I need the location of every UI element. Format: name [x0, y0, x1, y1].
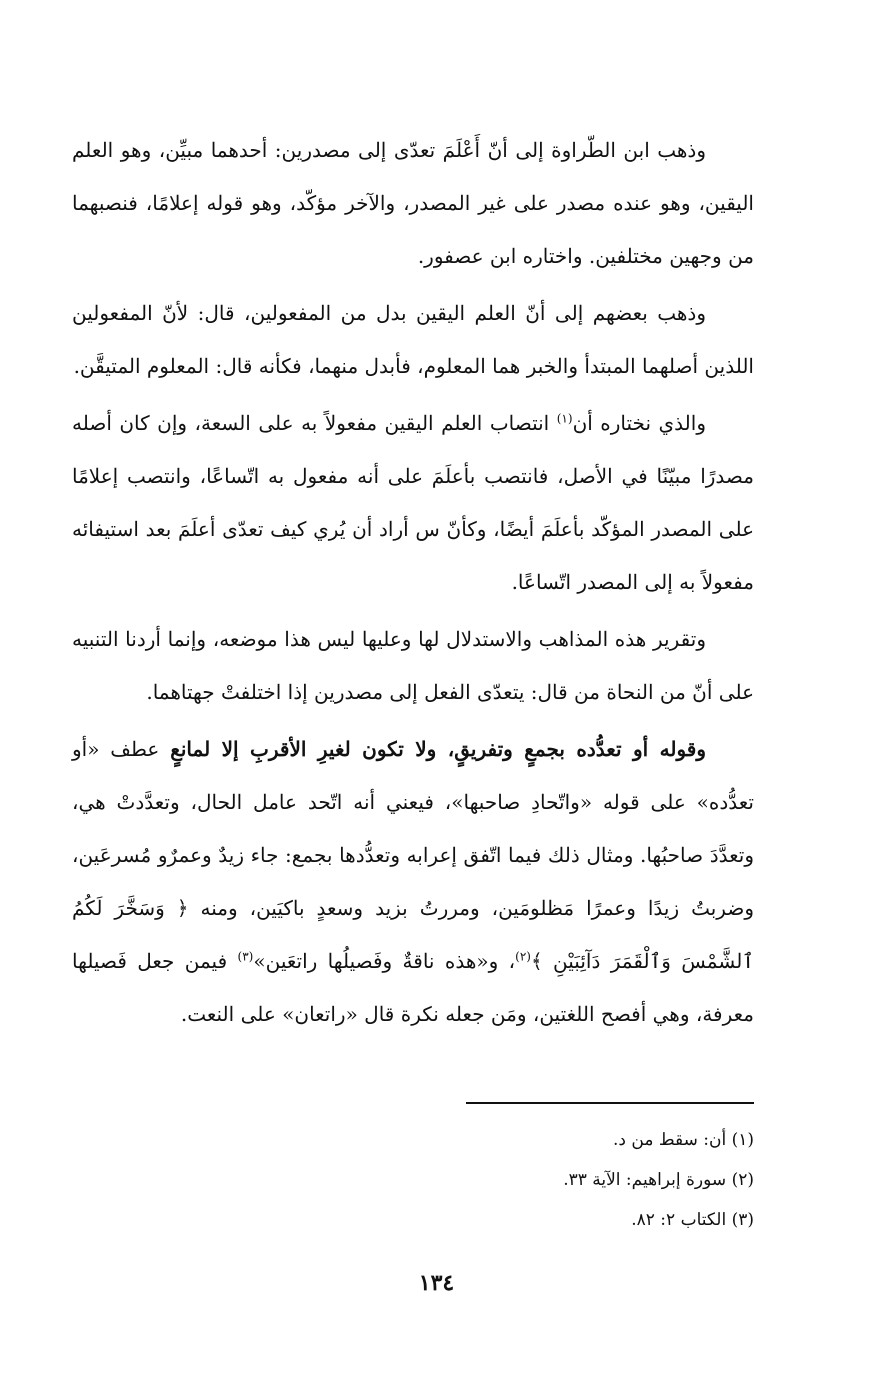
page-number: ١٣٤: [418, 1270, 455, 1296]
paragraph-3-text-after: انتصاب العلم اليقين مفعولاً به على السعة، وإن كان أصله مصدرًا مبيّنًا في الأصل، فانتصب بأعلَمَ على أنه مفعول به اتّساعًا، وانتصب إعلامًا على المصدر المؤكّد بأعلَمَ أيضًا، وكأنّ س أراد أن يُري كيف تعدّى أعلَمَ بعد استيفائه مفعولاً به إلى المصدر اتّساعًا.: [72, 411, 754, 594]
footnote-ref-2: (٢): [515, 949, 531, 964]
footnote-divider: [466, 1102, 754, 1104]
paragraph-1: وذهب ابن الطّراوة إلى أنّ أَعْلَمَ تعدّى إلى مصدرين: أحدهما مبيِّن، وهو العلم اليقين، وهو عنده مصدر على غير المصدر، والآخر مؤكّد، وهو قوله إعلامًا، فنصبهما من وجهين مختلفين. واختاره ابن عصفور.: [72, 138, 754, 268]
footnote-2: (٢) سورة إبراهيم: الآية ٣٣.: [563, 1170, 754, 1190]
footnotes: [400, 1120, 754, 1240]
paragraph-4: وتقرير هذه المذاهب والاستدلال لها وعليها ليس هذا موضعه، وإنما أردنا التنبيه على أنّ من النحاة من قال: يتعدّى الفعل إلى مصدرين إذا اختلفتْ جهتاهما.: [72, 627, 754, 704]
paragraph-5-text-part3: فيمن جعل فَصيلها معرفة، وهي أفصح اللغتين، ومَن جعله نكرة قال «راتعان» على النعت.: [72, 949, 754, 1026]
paragraph-5-text-part2: ، و«هذه ناقةٌ وفَصيلُها راتعَين»: [253, 949, 516, 973]
paragraph-5-text-part1: عطف «أو تعدُّده» على قوله «واتّحادِ صاحبها»، فيعني أنه اتّحد عامل الحال، وتعدَّدتْ هي، وتعدَّدَ صاحبُها. ومثال ذلك فيما اتّفق إعرابه وتعدُّدها بجمع: جاء زيدٌ وعمرٌو مُسرعَين، وضربتُ زيدًا وعمرًا مَظلومَين، ومررتُ بزيد وسعدٍ باكيَين، ومنه ﴿ وَسَخَّرَ لَكُمُ ٱلشَّمْسَ وَٱلْقَمَرَ دَآئِبَيْنِ ﴾: [72, 737, 755, 973]
footnote-ref-3: (٣): [237, 949, 254, 964]
main-text: [72, 124, 754, 1045]
paragraph-5: [72, 723, 754, 1041]
footnote-1: (١) أن: سقط من د.: [613, 1130, 754, 1150]
paragraph-3-text-before: والذي نختاره أن: [572, 411, 706, 435]
quoted-rule-heading: وقوله أو تعدُّده بجمعٍ وتفريقٍ، ولا تكون لغيرِ الأقربِ إلا لمانعٍ: [170, 737, 707, 761]
paragraph-3: [72, 397, 754, 609]
footnote-3: (٣) الكتاب ٢: ٨٢.: [631, 1210, 754, 1230]
paragraph-2: وذهب بعضهم إلى أنّ العلم اليقين بدل من المفعولين، قال: لأنّ المفعولين اللذين أصلهما المبتدأ والخبر هما المعلوم، فأبدل منهما، فكأنه قال: المعلوم المتيقَّن.: [72, 301, 754, 378]
footnote-ref-1: (١): [556, 411, 573, 426]
